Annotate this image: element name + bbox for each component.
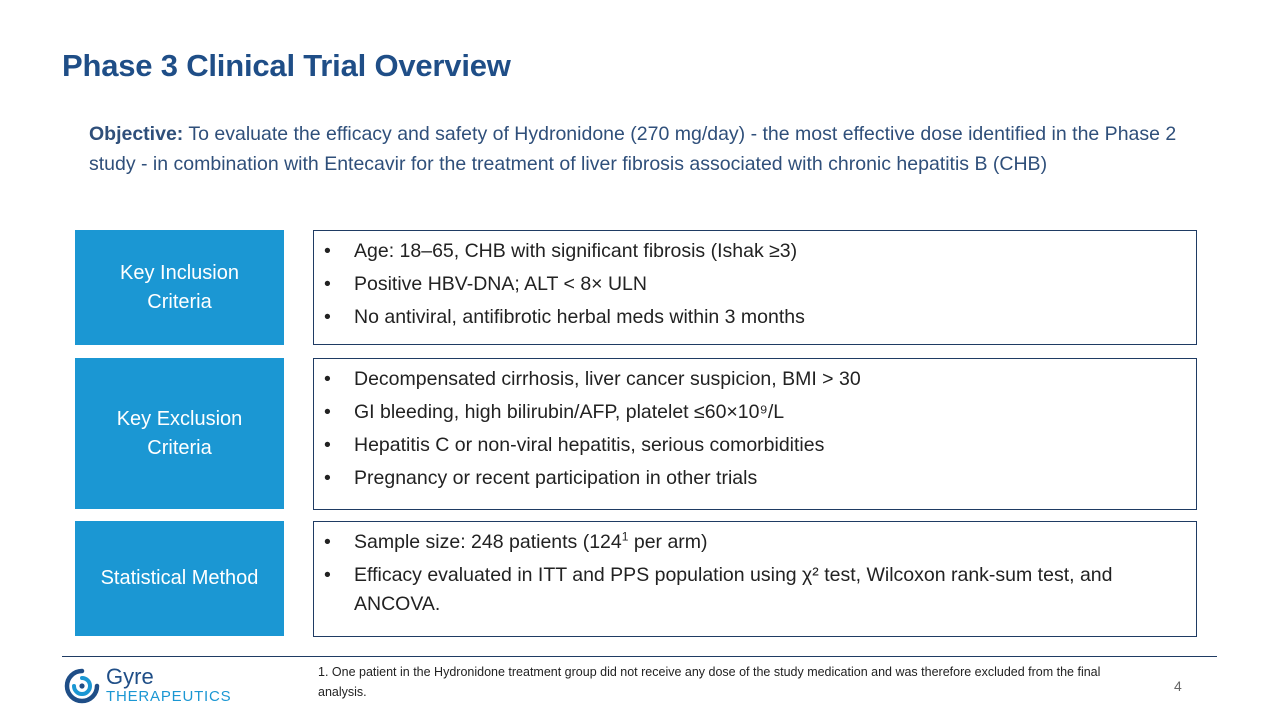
exclusion-criteria-box bbox=[313, 358, 1197, 510]
inclusion-criteria-box bbox=[313, 230, 1197, 345]
inclusion-criteria-label bbox=[75, 230, 284, 345]
statistical-method-list bbox=[314, 528, 1176, 619]
logo-line1: Gyre bbox=[106, 664, 154, 689]
exclusion-criteria-label bbox=[75, 358, 284, 509]
exclusion-criteria-list bbox=[314, 365, 1176, 493]
exclusion-bullet: • Pregnancy or recent participation in other trials bbox=[314, 464, 1176, 493]
slide-title: Phase 3 Clinical Trial Overview bbox=[62, 48, 511, 83]
statistical-method-box bbox=[313, 521, 1197, 637]
objective-text: To evaluate the efficacy and safety of Hydronidone (270 mg/day) - the most effective dose identified in the Phase 2 study - in combination with Entecavir for the treatment of liver fibrosis associated with chronic hepatitis B (CHB) bbox=[89, 123, 1177, 175]
statistical-method-label-text: Statistical Method bbox=[100, 567, 259, 589]
exclusion-criteria-label-text: Key Exclusion Criteria bbox=[116, 407, 243, 459]
gyre-logo-icon bbox=[64, 668, 100, 704]
inclusion-criteria-list bbox=[314, 237, 1176, 332]
statistical-bullet bbox=[314, 528, 1176, 557]
statistical-method-label bbox=[75, 521, 284, 636]
exclusion-bullet: • Decompensated cirrhosis, liver cancer suspicion, BMI > 30 bbox=[314, 365, 1176, 394]
inclusion-bullet: • Age: 18–65, CHB with significant fibrosis (Ishak ≥3) bbox=[314, 237, 1176, 266]
footer-divider bbox=[62, 656, 1217, 657]
objective-paragraph bbox=[89, 119, 1189, 179]
inclusion-bullet: • No antiviral, antifibrotic herbal meds within 3 months bbox=[314, 303, 1176, 332]
sample-size-text: Sample size: 248 patients (124 bbox=[354, 531, 622, 553]
logo-text bbox=[106, 666, 231, 706]
logo-line2: THERAPEUTICS bbox=[106, 688, 232, 705]
inclusion-bullet: • Positive HBV-DNA; ALT < 8× ULN bbox=[314, 270, 1176, 299]
exclusion-bullet: • GI bleeding, high bilirubin/AFP, platelet ≤60×10⁹/L bbox=[314, 398, 1176, 427]
footnote: 1. One patient in the Hydronidone treatment group did not receive any dose of the study medication and was therefore excluded from the final analysis. bbox=[318, 665, 1101, 699]
footnote-marker: 1 bbox=[621, 529, 629, 544]
objective-label: Objective: bbox=[89, 123, 184, 145]
inclusion-criteria-label-text: Key Inclusion Criteria bbox=[120, 261, 239, 313]
exclusion-bullet: • Hepatitis C or non-viral hepatitis, serious comorbidities bbox=[314, 431, 1176, 460]
company-logo bbox=[64, 666, 231, 706]
statistical-bullet: • Efficacy evaluated in ITT and PPS population using χ² test, Wilcoxon rank-sum test, and ANCOVA. bbox=[314, 561, 1176, 619]
sample-size-suffix: per arm) bbox=[628, 531, 708, 553]
page-number: 4 bbox=[1174, 678, 1182, 694]
